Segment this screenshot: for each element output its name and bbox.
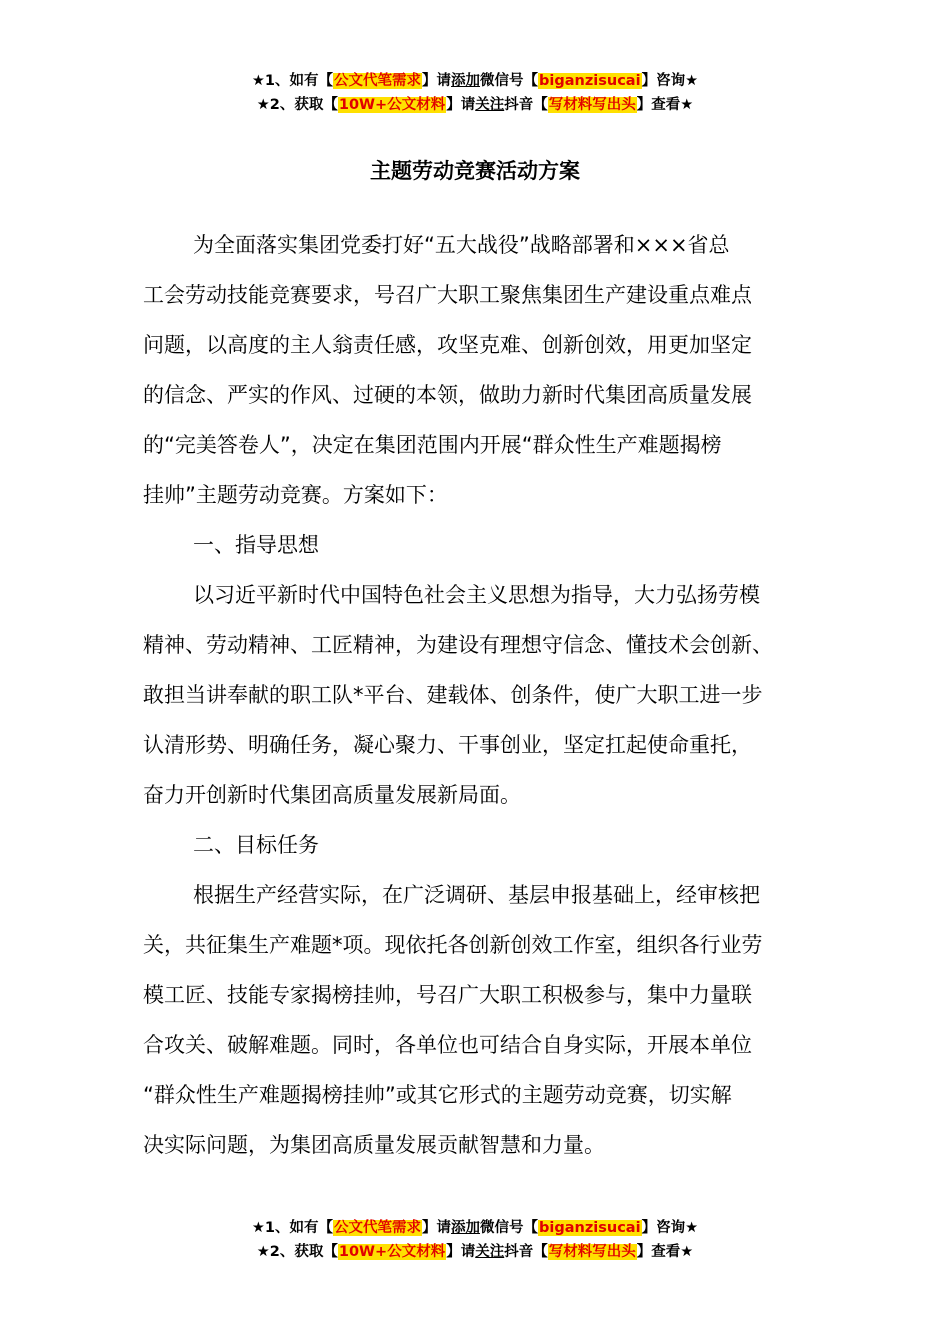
banner-line-2: ★2、获取【10W+公文材料】请关注抖音【写材料写出头】查看★ (256, 97, 694, 113)
banner-line-1: ★1、如有【公文代笔需求】请添加微信号【biganzisucai】咨询★ (251, 73, 699, 89)
paragraph-line: 精神、劳动精神、工匠精神，为建设有理想守信念、懂技术会创新、 (143, 633, 773, 657)
section-1-paragraph (143, 570, 805, 820)
paragraph-line: 根据生产经营实际，在广泛调研、基层申报基础上，经审核把 (193, 883, 760, 907)
banner-highlight: 写材料写出头 (548, 1244, 636, 1260)
paragraph-line: “群众性生产难题揭榜挂帅”或其它形式的主题劳动竞赛，切实解 (143, 1083, 732, 1107)
paragraph-line: 合攻关、破解难题。同时，各单位也可结合自身实际，开展本单位 (143, 1033, 752, 1057)
document-body (143, 220, 805, 1170)
paragraph-line: 认清形势、明确任务，凝心聚力、干事创业，坚定扛起使命重托， (143, 733, 752, 757)
paragraph-line: 工会劳动技能竞赛要求，号召广大职工聚焦集团生产建设重点难点 (143, 283, 752, 307)
banner-highlight: 10W+公文材料 (338, 97, 446, 113)
banner-highlight: 公文代笔需求 (334, 73, 422, 89)
paragraph-line: 为全面落实集团党委打好“五大战役”战略部署和×××省总 (193, 233, 730, 257)
banner-highlight: 写材料写出头 (548, 97, 636, 113)
paragraph-line: 挂帅”主题劳动竞赛。方案如下： (143, 483, 448, 507)
paragraph-line: 决实际问题，为集团高质量发展贡献智慧和力量。 (143, 1133, 605, 1157)
paragraph-line: 奋力开创新时代集团高质量发展新局面。 (143, 783, 521, 807)
banner-highlight: biganzisucai (539, 73, 641, 89)
paragraph-line: 的“完美答卷人”，决定在集团范围内开展“群众性生产难题揭榜 (143, 433, 722, 457)
document-title: 主题劳动竞赛活动方案 (370, 159, 580, 183)
paragraph-line: 以习近平新时代中国特色社会主义思想为指导，大力弘扬劳模 (193, 583, 760, 607)
section-2-paragraph (143, 870, 805, 1170)
paragraph-line: 关，共征集生产难题*项。现依托各创新创效工作室，组织各行业劳 (143, 933, 763, 957)
paragraph-line: 问题，以高度的主人翁责任感，攻坚克难、创新创效，用更加坚定 (143, 333, 752, 357)
banner-line-1: ★1、如有【公文代笔需求】请添加微信号【biganzisucai】咨询★ (251, 1220, 699, 1236)
banner-line-2: ★2、获取【10W+公文材料】请关注抖音【写材料写出头】查看★ (256, 1244, 694, 1260)
banner-highlight: 公文代笔需求 (334, 1220, 422, 1236)
top-banner (0, 69, 950, 117)
bottom-banner (0, 1216, 950, 1264)
paragraph-line: 敢担当讲奉献的职工队*平台、建载体、创条件，使广大职工进一步 (143, 683, 763, 707)
paragraph-line: 模工匠、技能专家揭榜挂帅，号召广大职工积极参与，集中力量联 (143, 983, 752, 1007)
banner-highlight: biganzisucai (539, 1220, 641, 1236)
section-heading-guiding-ideology: 一、指导思想 (193, 533, 319, 557)
intro-paragraph (143, 220, 805, 520)
section-heading-goals-tasks: 二、目标任务 (193, 833, 319, 857)
banner-highlight: 10W+公文材料 (338, 1244, 446, 1260)
paragraph-line: 的信念、严实的作风、过硬的本领，做助力新时代集团高质量发展 (143, 383, 752, 407)
